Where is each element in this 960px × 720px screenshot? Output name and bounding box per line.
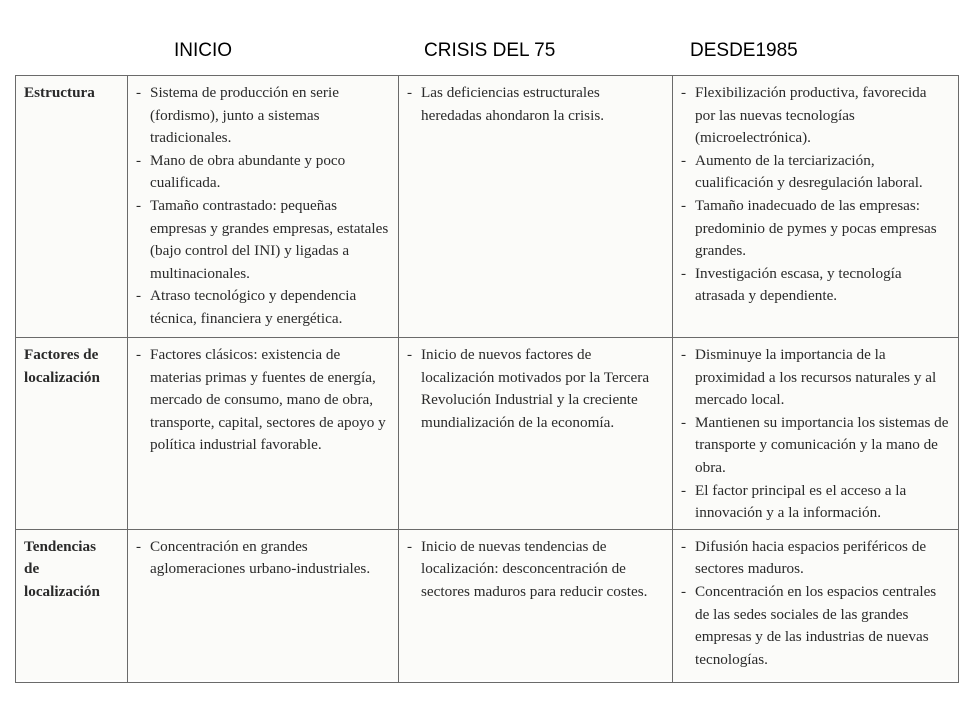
row-label-estructura	[16, 76, 128, 338]
list-item: - Flexibilización productiva, favorecida por las nuevas tecnologías (microelectrónica).	[681, 82, 950, 150]
column-headings	[0, 40, 960, 72]
list-item: - Mano de obra abundante y poco cualificada.	[136, 150, 390, 195]
list-item: - Atraso tecnológico y dependencia técnica, financiera y energética.	[136, 285, 390, 330]
cell-tendencias-desde	[673, 529, 959, 682]
list-item: - Aumento de la terciarización, cualificación y desregulación laboral.	[681, 150, 950, 195]
list-item: - Mantienen su importancia los sistemas de transporte y comunicación y la mano de obra.	[681, 412, 950, 480]
table-row-tendencias	[16, 529, 959, 682]
row-label-line: Factores de	[24, 346, 99, 363]
list-item: - Inicio de nuevas tendencias de localización: desconcentración de sectores maduros para reducir costes.	[407, 536, 664, 604]
row-label-tendencias	[16, 529, 128, 682]
industry-table	[15, 75, 959, 683]
cell-estructura-desde	[673, 76, 959, 338]
cell-tendencias-crisis	[399, 529, 673, 682]
list-item: - Sistema de producción en serie (fordismo), junto a sistemas tradicionales.	[136, 82, 390, 150]
list-item: - Difusión hacia espacios periféricos de sectores maduros.	[681, 536, 950, 581]
cell-factores-desde	[673, 338, 959, 530]
list-item: - Tamaño contrastado: pequeñas empresas y grandes empresas, estatales (bajo control del INI) y ligadas a multinacionales.	[136, 195, 390, 285]
list-item: - Tamaño inadecuado de las empresas: predominio de pymes y pocas empresas grandes.	[681, 195, 950, 263]
row-label-line: localización	[24, 368, 100, 386]
list-item: - Factores clásicos: existencia de materias primas y fuentes de energía, mercado de consumo, mano de obra, transporte, capital, sectores de apoyo y política industrial favorable.	[136, 344, 390, 457]
heading-desde: DESDE1985	[690, 40, 798, 61]
table-row-estructura	[16, 76, 959, 338]
row-label-factores	[16, 338, 128, 530]
cell-estructura-crisis	[399, 76, 673, 338]
list-item: - Inicio de nuevos factores de localización motivados por la Tercera Revolución Industrial y la creciente mundialización de la economía.	[407, 344, 664, 434]
row-label-line: localización	[24, 582, 100, 600]
row-label-line: Tendencias	[24, 537, 97, 555]
heading-inicio: INICIO	[174, 40, 233, 61]
list-item: - Concentración en grandes aglomeraciones urbano-industriales.	[136, 536, 390, 581]
cell-estructura-inicio	[128, 76, 399, 338]
list-item: - Disminuye la importancia de la proximidad a los recursos naturales y al mercado local.	[681, 344, 950, 412]
list-item: - Investigación escasa, y tecnología atrasada y dependiente.	[681, 263, 950, 308]
row-label-line: Estructura	[24, 84, 95, 101]
cell-factores-crisis	[399, 338, 673, 530]
cell-factores-inicio	[128, 338, 399, 530]
list-item: - Concentración en los espacios centrales de las sedes sociales de las grandes empresas y de las industrias de nuevas tecnologías.	[681, 581, 950, 671]
row-label-line: de	[24, 560, 40, 578]
list-item: - Las deficiencias estructurales heredadas ahondaron la crisis.	[407, 82, 664, 127]
cell-tendencias-inicio	[128, 529, 399, 682]
industry-table-image	[15, 75, 958, 680]
list-item: - El factor principal es el acceso a la innovación y a la información.	[681, 480, 950, 525]
heading-crisis: CRISIS DEL 75	[424, 40, 556, 61]
table-row-factores	[16, 338, 959, 530]
